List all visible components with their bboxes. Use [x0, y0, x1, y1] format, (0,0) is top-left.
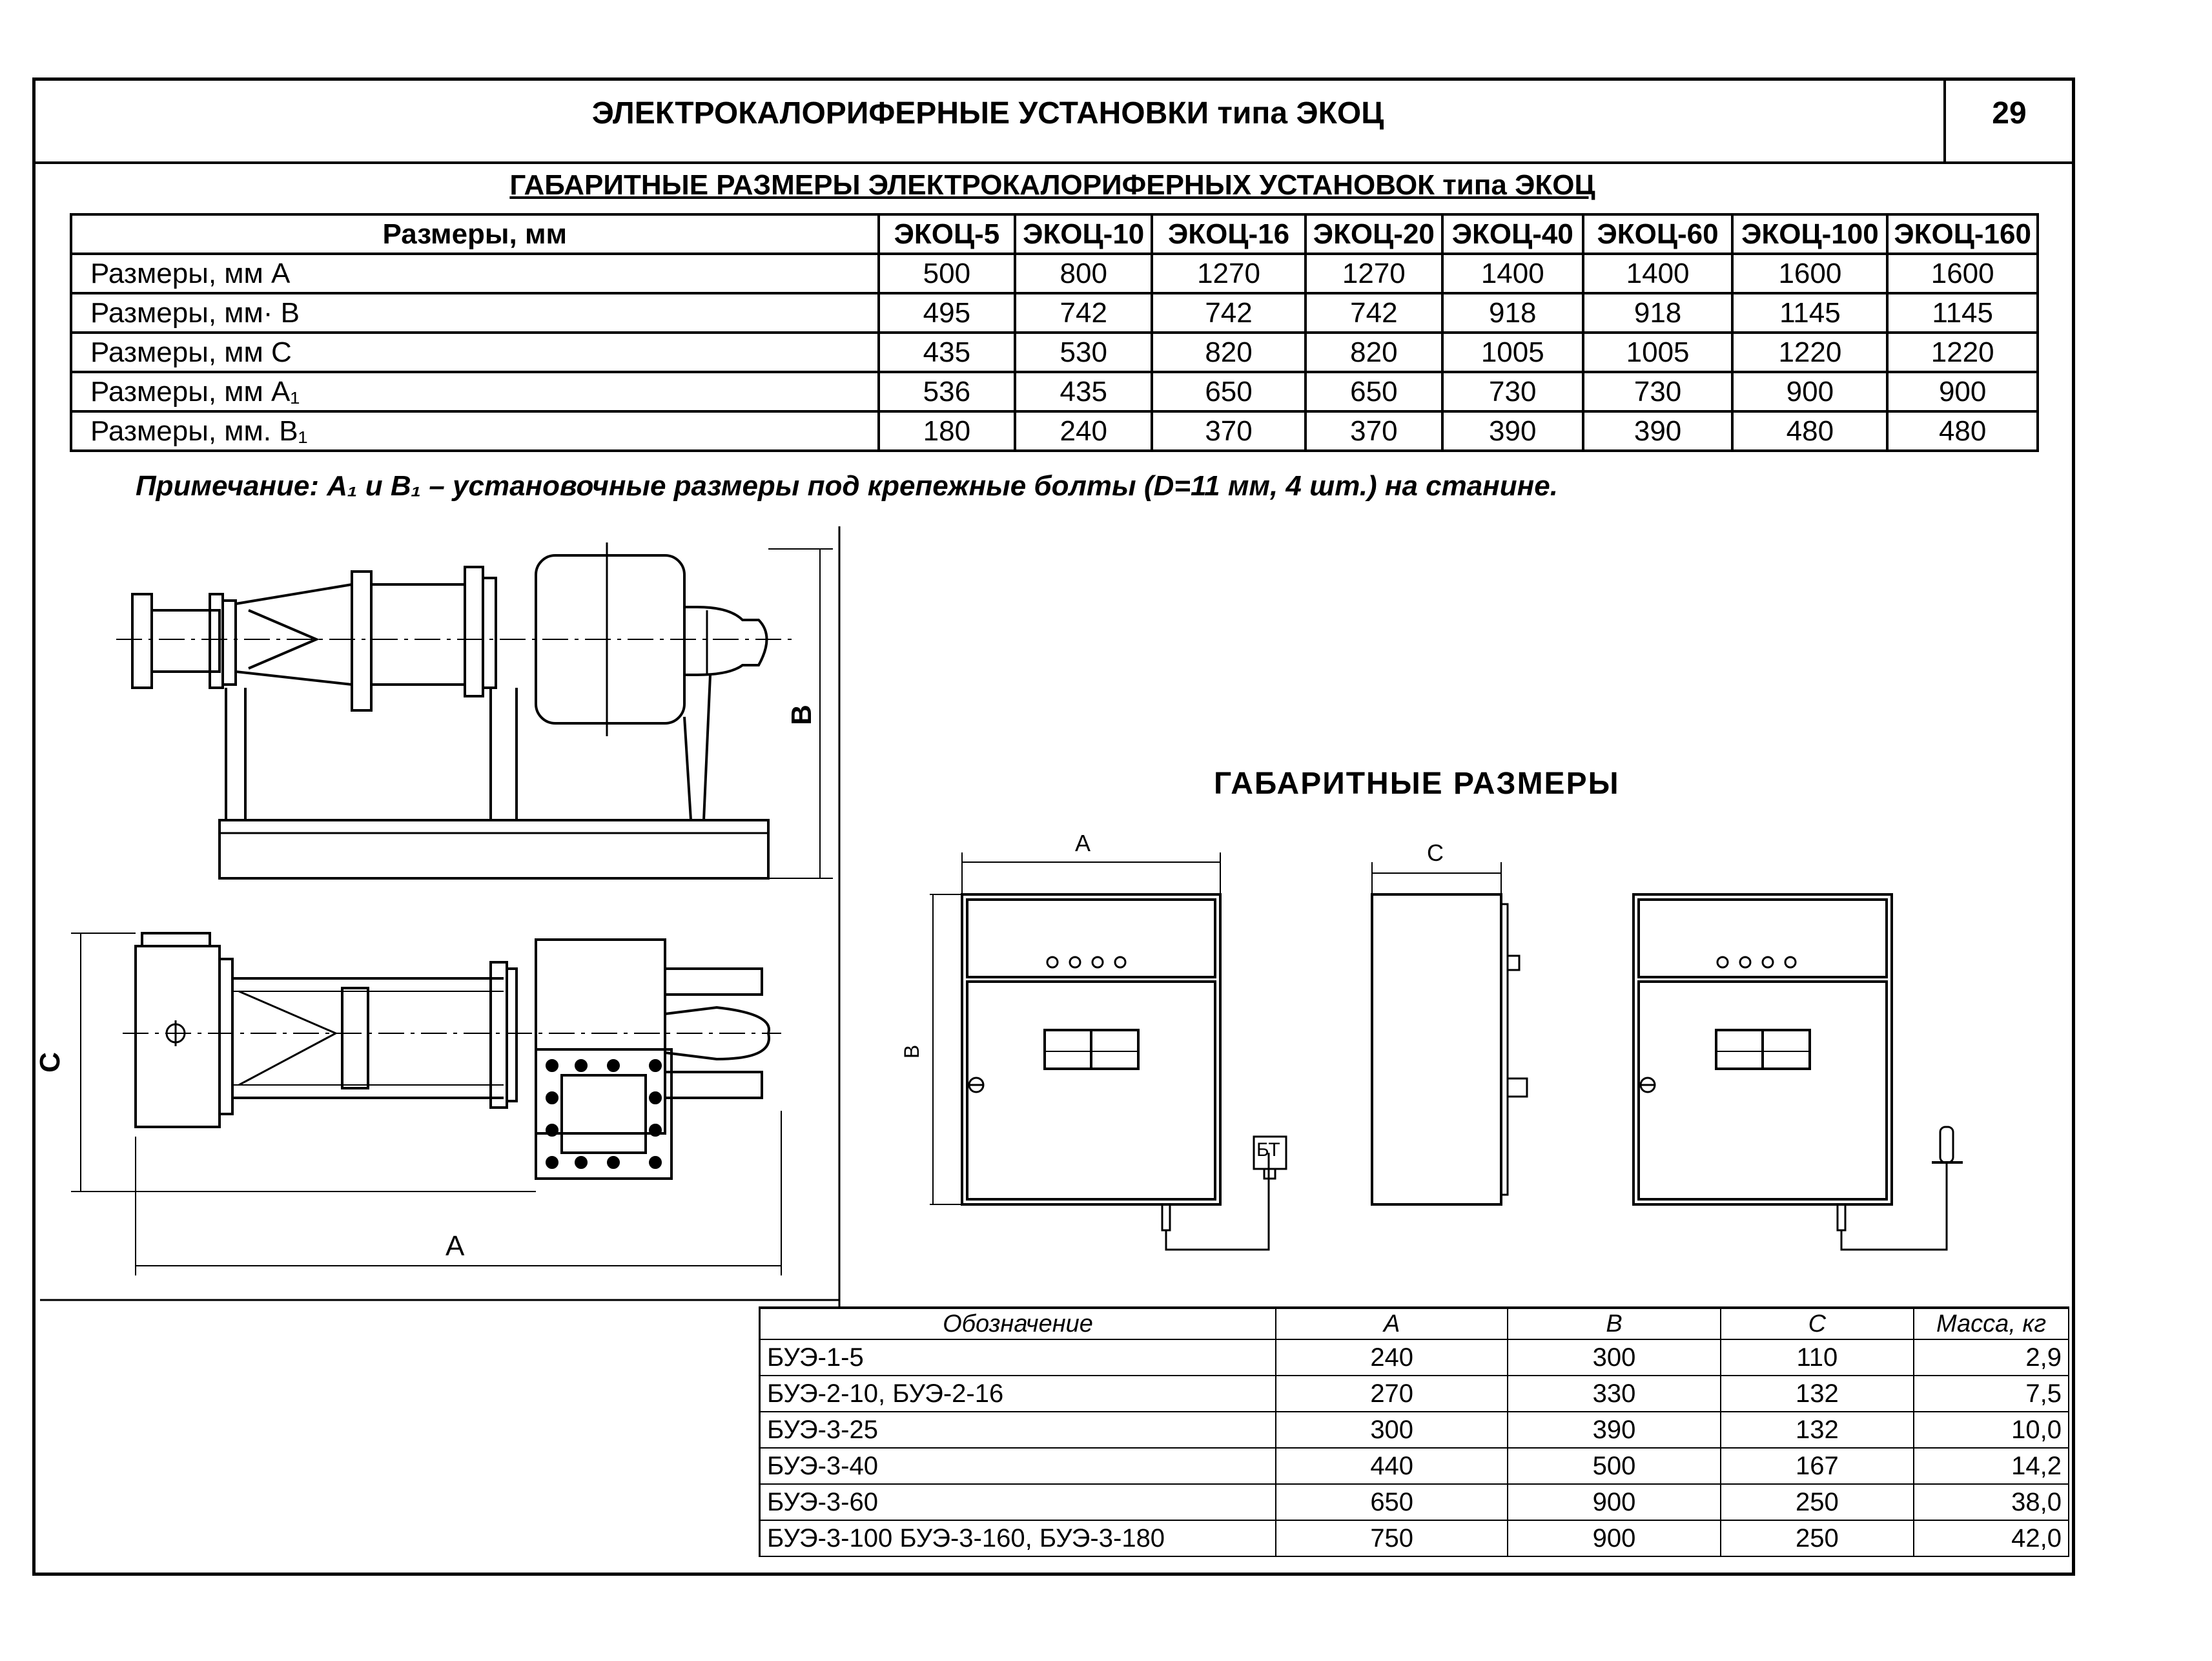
header-cell: ЭКОЦ-5: [879, 214, 1016, 254]
cell: 742: [1306, 293, 1442, 333]
header-cell: ЭКОЦ-16: [1152, 214, 1306, 254]
cell: 1270: [1306, 254, 1442, 293]
cell: 2,9: [1914, 1339, 2069, 1376]
cell: 730: [1442, 372, 1583, 411]
cell: 742: [1152, 293, 1306, 333]
cell: 750: [1276, 1520, 1508, 1556]
cell: 167: [1721, 1448, 1914, 1484]
cell: 800: [1015, 254, 1152, 293]
heater-side-view: [116, 542, 833, 878]
header-cell: ЭКОЦ-20: [1306, 214, 1442, 254]
cell: 900: [1887, 372, 2038, 411]
cell: 1145: [1732, 293, 1887, 333]
control-box-front-1: [930, 852, 1286, 1250]
cell: 730: [1583, 372, 1733, 411]
cell: 440: [1276, 1448, 1508, 1484]
header-cell: Масса, кг: [1914, 1308, 2069, 1339]
drawing-dividers: [40, 526, 839, 1308]
cell: 390: [1508, 1412, 1720, 1448]
cell: 330: [1508, 1376, 1720, 1412]
cell: 820: [1306, 333, 1442, 372]
table-note: Примечание: А₁ и В₁ – установочные размеры под крепежные болты (D=11 мм, 4 шт.) на станине.: [136, 470, 1558, 502]
header-cell: В: [1508, 1308, 1720, 1339]
cell: 742: [1015, 293, 1152, 333]
cell: 1005: [1442, 333, 1583, 372]
table-row: [760, 1339, 2069, 1376]
page-number: 29: [1992, 96, 2027, 130]
table-row: [760, 1448, 2069, 1484]
header-cell: Размеры, мм: [71, 214, 879, 254]
cell: 250: [1721, 1484, 1914, 1520]
header-cell: С: [1721, 1308, 1914, 1339]
cell: 1400: [1442, 254, 1583, 293]
buye-table: [759, 1306, 2069, 1557]
cell: 370: [1306, 411, 1442, 451]
header-cell: ЭКОЦ-40: [1442, 214, 1583, 254]
cell: 900: [1508, 1520, 1720, 1556]
cell: 1005: [1583, 333, 1733, 372]
header-cell: ЭКОЦ-100: [1732, 214, 1887, 254]
header-cell: ЭКОЦ-10: [1015, 214, 1152, 254]
control-box-side: [1372, 862, 1527, 1204]
cell: 918: [1583, 293, 1733, 333]
cell: 1600: [1732, 254, 1887, 293]
header-cell: ЭКОЦ-60: [1583, 214, 1733, 254]
cell: 650: [1306, 372, 1442, 411]
cell: 7,5: [1914, 1376, 2069, 1412]
cell: 38,0: [1914, 1484, 2069, 1520]
cell: 1220: [1887, 333, 2038, 372]
row-label: Размеры, мм А: [71, 254, 879, 293]
cell: 180: [879, 411, 1016, 451]
dim-c-label: С: [34, 1052, 66, 1073]
cell: 390: [1442, 411, 1583, 451]
cell: 480: [1732, 411, 1887, 451]
cell: 650: [1276, 1484, 1508, 1520]
sensor-label: БТ: [1256, 1139, 1280, 1161]
dim-b-label: В: [785, 705, 817, 725]
cell: 14,2: [1914, 1448, 2069, 1484]
table-row: [760, 1520, 2069, 1556]
cell: 480: [1887, 411, 2038, 451]
header-cell: ЭКОЦ-160: [1887, 214, 2038, 254]
cell: 650: [1152, 372, 1306, 411]
cell: 1600: [1887, 254, 2038, 293]
cell: БУЭ-3-40: [760, 1448, 1276, 1484]
header-cell: Обозначение: [760, 1308, 1276, 1339]
header-cell: А: [1276, 1308, 1508, 1339]
box-dim-a-label: А: [1075, 830, 1091, 856]
table-row: [760, 1412, 2069, 1448]
cell: БУЭ-3-25: [760, 1412, 1276, 1448]
buye-header-row: [760, 1308, 2069, 1339]
cell: 536: [879, 372, 1016, 411]
cell: 10,0: [1914, 1412, 2069, 1448]
row-label: Размеры, мм С: [71, 333, 879, 372]
page-title: ЭЛЕКТРОКАЛОРИФЕРНЫЕ УСТАНОВКИ типа ЭКОЦ: [591, 96, 1384, 130]
cell: 500: [879, 254, 1016, 293]
cell: 42,0: [1914, 1520, 2069, 1556]
cell: 900: [1732, 372, 1887, 411]
gabarit-section-title: ГАБАРИТНЫЕ РАЗМЕРЫ: [1214, 767, 1620, 801]
table-row: [760, 1484, 2069, 1520]
box-dim-c-label: С: [1427, 840, 1444, 866]
cell: 300: [1508, 1339, 1720, 1376]
cell: 1220: [1732, 333, 1887, 372]
cell: 270: [1276, 1376, 1508, 1412]
cell: 390: [1583, 411, 1733, 451]
cell: 1145: [1887, 293, 2038, 333]
cell: БУЭ-3-60: [760, 1484, 1276, 1520]
row-label: Размеры, мм. В₁: [71, 411, 879, 451]
cell: 370: [1152, 411, 1306, 451]
cell: 300: [1276, 1412, 1508, 1448]
cell: 250: [1721, 1520, 1914, 1556]
cell: 900: [1508, 1484, 1720, 1520]
cell: 1400: [1583, 254, 1733, 293]
cell: 435: [879, 333, 1016, 372]
cell: 110: [1721, 1339, 1914, 1376]
cell: БУЭ-1-5: [760, 1339, 1276, 1376]
cell: 495: [879, 293, 1016, 333]
dim-a-label: А: [445, 1230, 465, 1262]
control-box-front-2: [1633, 894, 1963, 1250]
row-label: Размеры, мм· В: [71, 293, 879, 333]
cell: 435: [1015, 372, 1152, 411]
dimensions-table-caption: ГАБАРИТНЫЕ РАЗМЕРЫ ЭЛЕКТРОКАЛОРИФЕРНЫХ УСТАНОВОК типа ЭКОЦ: [509, 169, 1595, 201]
cell: БУЭ-2-10, БУЭ-2-16: [760, 1376, 1276, 1412]
cell: БУЭ-3-100 БУЭ-3-160, БУЭ-3-180: [760, 1520, 1276, 1556]
cell: 240: [1276, 1339, 1508, 1376]
heater-top-view: [71, 933, 781, 1275]
cell: 132: [1721, 1376, 1914, 1412]
cell: 132: [1721, 1412, 1914, 1448]
box-dim-b-label: В: [900, 1044, 924, 1059]
cell: 918: [1442, 293, 1583, 333]
cell: 240: [1015, 411, 1152, 451]
cell: 530: [1015, 333, 1152, 372]
row-label: Размеры, мм А₁: [71, 372, 879, 411]
cell: 1270: [1152, 254, 1306, 293]
cell: 500: [1508, 1448, 1720, 1484]
cell: 820: [1152, 333, 1306, 372]
table-row: [760, 1376, 2069, 1412]
